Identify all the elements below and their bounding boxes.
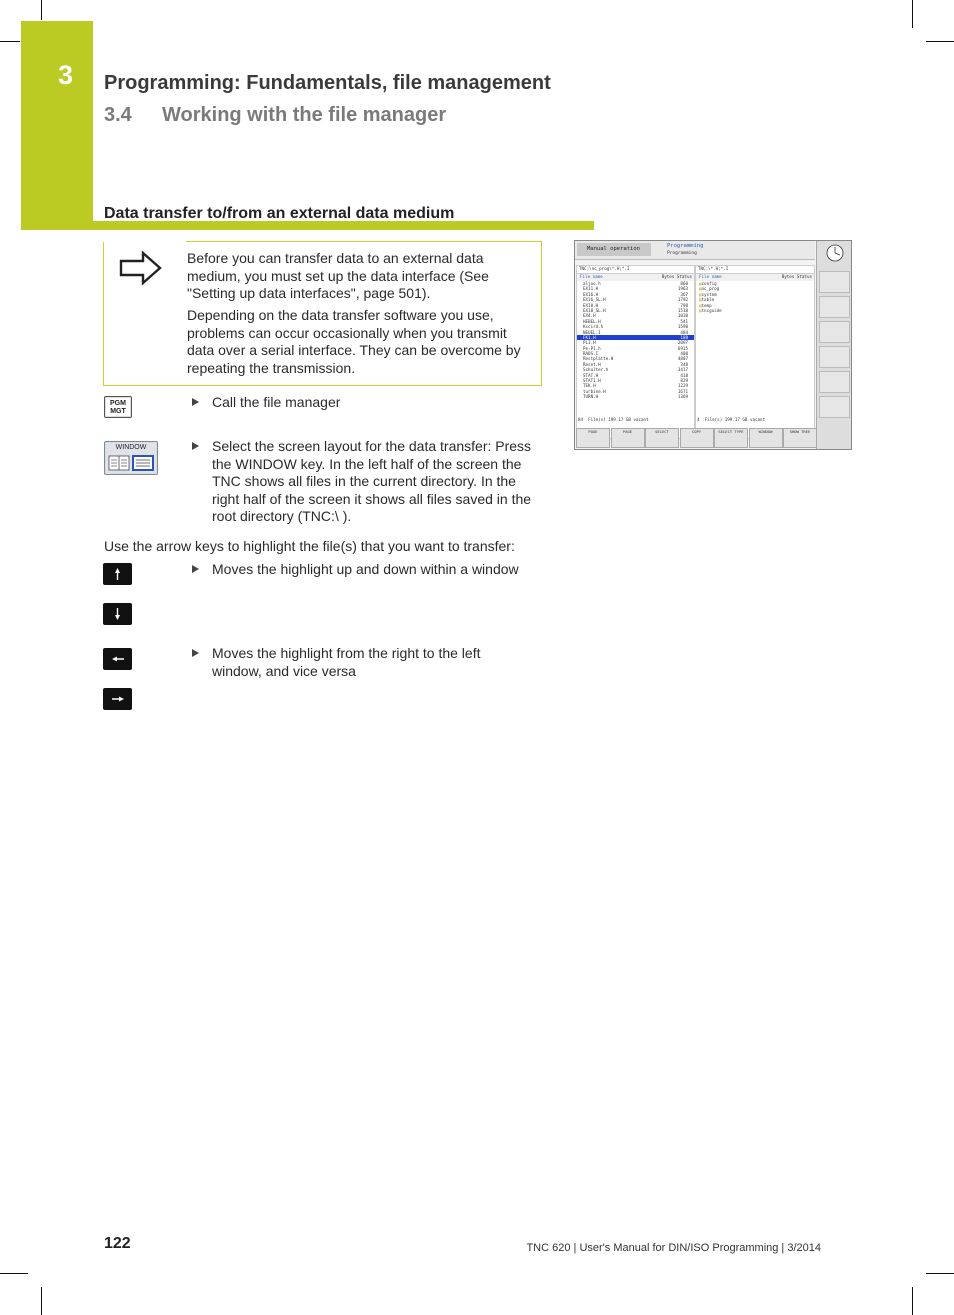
softkey-window[interactable]: WINDOW: [749, 428, 783, 448]
side-softkey-column: [816, 241, 852, 449]
footer-manual-info: TNC 620 | User's Manual for DIN/ISO Programming | 3/2014: [526, 1242, 821, 1254]
file-name: EX16_SL.H: [583, 297, 606, 303]
softkey-show-tree[interactable]: SHOW TREE: [783, 428, 817, 448]
side-softkey[interactable]: [819, 371, 850, 393]
arrow-right-key[interactable]: [103, 688, 132, 710]
side-softkey[interactable]: [819, 396, 850, 418]
file-name: STAT1.H: [583, 378, 601, 384]
section-number: 3.4: [104, 104, 132, 126]
crop-mark: [0, 1273, 28, 1274]
file-name: PL1.H: [583, 340, 596, 346]
left-path: TNC:\nc_prog\*.H;*.I: [577, 266, 694, 274]
crop-mark: [926, 41, 954, 42]
crop-mark: [41, 1287, 42, 1315]
file-size: 348: [680, 361, 688, 367]
directory-name: table: [701, 297, 715, 303]
file-row[interactable]: [577, 394, 694, 399]
softkey-page[interactable]: PAGE: [576, 428, 610, 448]
file-size: 798: [680, 302, 688, 308]
file-size: 1792: [677, 297, 688, 303]
chapter-title: Programming: Fundamentals, file management: [104, 72, 551, 94]
file-name: EX11.H: [583, 286, 599, 292]
step-move-updown: Moves the highlight up and down within a window: [192, 561, 543, 579]
note-paragraph-2: Depending on the data transfer software you use, problems can occur occasionally when you transmit data over a serial interface. They can be overcome by repeating the transmission.: [187, 307, 521, 376]
right-directory-list: [696, 281, 814, 313]
note-border-gap: [103, 241, 186, 242]
file-size: 4807: [677, 356, 688, 362]
bullet-triangle-icon: [192, 442, 199, 450]
folder-icon: ▤: [699, 281, 702, 286]
file-size: 408: [680, 351, 688, 357]
note-paragraph-1: Before you can transfer data to an external data medium, you must set up the data interface (See "Setting up data interfaces", page 501).: [187, 250, 489, 301]
pgm-mgt-key[interactable]: PGM MGT: [104, 396, 132, 418]
chapter-number: 3: [58, 60, 74, 90]
side-softkey[interactable]: [819, 321, 850, 343]
left-status: 84 File(s) 199.17 GB vacant: [578, 417, 649, 422]
file-name: Schulter.h: [583, 367, 609, 373]
programming-sub-label: Programming: [667, 251, 697, 256]
file-size: 1598: [677, 324, 688, 330]
right-column-header: File name Bytes Status: [696, 274, 814, 281]
bullet-triangle-icon: [192, 398, 199, 406]
file-size: 541: [680, 318, 688, 324]
window-key[interactable]: [104, 441, 158, 475]
left-column-header: File name Bytes Status: [577, 274, 694, 281]
arrow-left-key[interactable]: [103, 648, 132, 670]
left-file-list: [577, 281, 694, 400]
file-name: Reset.H: [583, 361, 601, 367]
arrow-left-icon: [103, 648, 132, 670]
arrow-keys-intro: Use the arrow keys to highlight the file(s) that you want to transfer:: [104, 538, 515, 554]
file-name: EX18.H: [583, 302, 599, 308]
file-name: TEK.H: [583, 383, 596, 389]
file-name: Kscird.h: [583, 324, 604, 330]
file-size: 829: [680, 378, 688, 384]
file-size: 367: [680, 291, 688, 297]
crop-mark: [912, 1287, 913, 1315]
arrow-up-icon: [103, 563, 132, 585]
file-name: HEBEL.H: [583, 318, 601, 324]
directory-name: config: [701, 281, 717, 286]
file-name: STAT.H: [583, 372, 599, 378]
file-size: 6915: [677, 345, 688, 351]
chapter-tab: [21, 21, 93, 230]
mode-tab-manual[interactable]: Manual operation: [577, 243, 651, 256]
clock-icon: [820, 243, 850, 265]
bullet-triangle-icon: [192, 565, 199, 573]
note-arrow-icon: [119, 250, 163, 286]
file-name: NEUEL.I: [583, 329, 601, 335]
side-softkey[interactable]: [819, 296, 850, 318]
file-size: 1038: [677, 313, 688, 319]
file-name: aljoo.h: [583, 281, 601, 286]
mode-tab-programming[interactable]: [657, 243, 737, 256]
section-heading: [104, 104, 446, 127]
file-name: EX4.H: [583, 313, 596, 319]
step-call-manager: Call the file manager: [192, 394, 543, 412]
bullet-triangle-icon: [192, 649, 199, 657]
file-size: 418: [680, 372, 688, 378]
programming-tab-label: Programming: [667, 243, 704, 249]
file-size: 484: [680, 329, 688, 335]
note-border-left: [103, 241, 104, 386]
softkey-select-type[interactable]: SELECT TYPE: [714, 428, 748, 448]
file-name: FK1.H: [583, 334, 596, 340]
folder-icon: ▤: [699, 302, 702, 308]
step-move-leftright: Moves the highlight from the right to the left window, and vice versa: [192, 645, 512, 680]
step-select-layout: Select the screen layout for the data transfer: Press the WINDOW key. In the left half of the screen the TNC shows all files in the current directory. In the right half of the screen it shows all files saved in the root directory (TNC:\ ).: [192, 438, 543, 526]
file-size: 3417: [677, 367, 688, 373]
note-border-bottom: [103, 385, 186, 386]
crop-mark: [41, 0, 42, 20]
file-name: EX16.H: [583, 291, 599, 297]
directory-row[interactable]: [696, 308, 814, 313]
arrow-down-icon: [103, 603, 132, 625]
file-name: Pe-P1.h: [583, 345, 601, 351]
crop-mark: [0, 41, 20, 42]
file-size: 1369: [677, 394, 688, 400]
screen-title-bar: [575, 241, 815, 260]
right-file-window[interactable]: [695, 265, 815, 439]
subsection-title: Data transfer to/from an external data medium: [104, 205, 455, 222]
directory-name: tncguide: [701, 307, 722, 313]
folder-icon: ▤: [699, 307, 702, 313]
directory-name: system: [701, 291, 717, 297]
file-name: EX18_SL.H: [583, 307, 606, 313]
crop-mark: [912, 0, 913, 28]
file-size: 1229: [677, 383, 688, 389]
side-softkey[interactable]: [819, 346, 850, 368]
file-size: 2097: [677, 340, 688, 346]
folder-icon: ▤: [699, 297, 702, 303]
window-key-label: WINDOW: [115, 444, 147, 451]
left-file-window[interactable]: [576, 265, 695, 439]
directory-name: temp: [701, 302, 712, 308]
arrow-down-key[interactable]: [103, 603, 132, 625]
folder-icon: ▤: [699, 286, 702, 292]
arrow-right-icon: [103, 688, 132, 710]
file-name: Restplatte.H: [583, 356, 614, 362]
file-size: 1963: [677, 286, 688, 292]
directory-name: nc_prog: [701, 286, 720, 292]
file-size: 860: [680, 281, 688, 286]
file-size: 1671: [677, 388, 688, 394]
section-title: Working with the file manager: [162, 104, 447, 126]
file-name: turbine.H: [583, 388, 606, 394]
side-softkey[interactable]: [819, 271, 850, 293]
file-size: 1518: [677, 307, 688, 313]
folder-icon: ▤: [699, 291, 702, 297]
file-name: TURN.H: [583, 394, 599, 400]
right-status: 4 File(s) 199.17 GB vacant: [697, 417, 766, 422]
page-number: 122: [104, 1235, 131, 1252]
window-layout-icon: [105, 453, 157, 473]
softkey-page[interactable]: PAGE: [611, 428, 645, 448]
tnc-screenshot: [574, 240, 852, 450]
softkey-select[interactable]: SELECT: [645, 428, 679, 448]
crop-mark: [926, 1273, 954, 1274]
softkey-copy[interactable]: COPY: [680, 428, 714, 448]
file-size: 188: [680, 334, 688, 340]
right-path: TNC:\*.H;*.I: [696, 266, 814, 274]
arrow-up-key[interactable]: [103, 563, 132, 585]
file-name: RADS.I: [583, 351, 599, 357]
